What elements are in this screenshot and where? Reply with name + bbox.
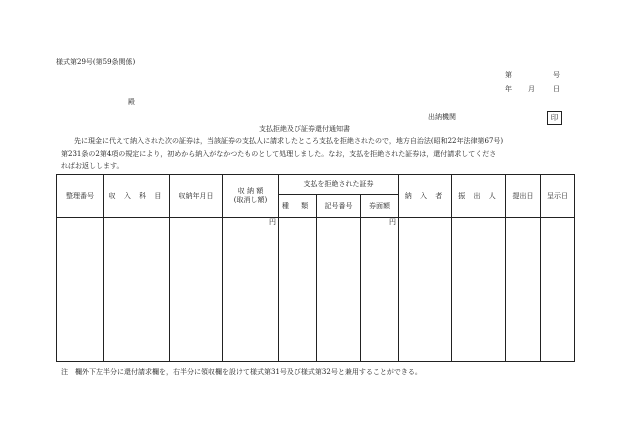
header-receipt-date: 収納年月日 xyxy=(170,175,223,218)
doc-number-prefix: 第 xyxy=(505,71,512,79)
header-amount-cancel-label: (取消し額) xyxy=(233,196,268,204)
notice-line-2: 第231条の2第4項の規定により，初めから納入がなかつたものとして処理しました。なお，支払を拒絶された証券は，還付請求してくださ xyxy=(61,150,497,158)
header-submit-date: 提出日 xyxy=(506,175,541,218)
doc-number-suffix: 号 xyxy=(553,71,560,79)
header-drawer: 振 出 人 xyxy=(452,175,506,218)
header-payer: 納 入 者 xyxy=(399,175,452,218)
cell-drawer xyxy=(452,218,506,362)
cell-type xyxy=(279,218,317,362)
cell-payer xyxy=(399,218,452,362)
cell-serial-number xyxy=(57,218,104,362)
cell-revenue-item xyxy=(104,218,170,362)
header-face-value: 券面額 xyxy=(361,195,399,218)
header-present-date: 呈示日 xyxy=(541,175,575,218)
notice-line-3: ればお返しします。 xyxy=(61,162,124,170)
seal-mark xyxy=(547,111,562,125)
cell-code-number xyxy=(317,218,361,362)
face-value-yen-unit: 円 xyxy=(389,218,397,226)
rejection-table xyxy=(56,174,575,362)
date-month: 月 xyxy=(528,85,535,93)
header-revenue-item: 収 入 科 目 xyxy=(104,175,170,218)
issuer: 出納機関 xyxy=(428,113,456,121)
cell-receipt-date xyxy=(170,218,223,362)
amount-yen-unit: 円 xyxy=(269,218,276,226)
header-code-number: 記号番号 xyxy=(317,195,361,218)
date-day: 日 xyxy=(553,85,560,93)
cell-amount xyxy=(223,218,279,362)
table-body-row xyxy=(57,218,575,362)
date-year: 年 xyxy=(505,85,512,93)
seal-label: 印 xyxy=(550,113,559,122)
footnote: 注 欄外下左半分に還付請求欄を，右半分に領収欄を設けて様式第31号及び様式第32号と兼用することができる。 xyxy=(61,368,422,376)
addressee: 殿 xyxy=(128,98,135,106)
notice-line-1: 先に現金に代えて納入された次の証券は，当該証券の支払人に請求したところ支払を拒絶されたので，地方自治法(昭和22年法律第67号) xyxy=(74,137,504,145)
table-header-row-1 xyxy=(57,175,575,195)
cell-present-date xyxy=(541,218,575,362)
cell-submit-date xyxy=(506,218,541,362)
cell-face-value xyxy=(361,218,399,362)
header-amount xyxy=(223,175,279,218)
header-amount-label: 収 納 額 xyxy=(237,187,264,195)
notice-title: 支払拒絶及び証券還付通知書 xyxy=(259,125,350,133)
header-type: 種 類 xyxy=(279,195,317,218)
form-number: 様式第29号(第59条関係) xyxy=(56,58,136,66)
header-serial-number: 整理番号 xyxy=(57,175,104,218)
header-rejected-securities: 支払を拒絶された証券 xyxy=(279,175,399,195)
